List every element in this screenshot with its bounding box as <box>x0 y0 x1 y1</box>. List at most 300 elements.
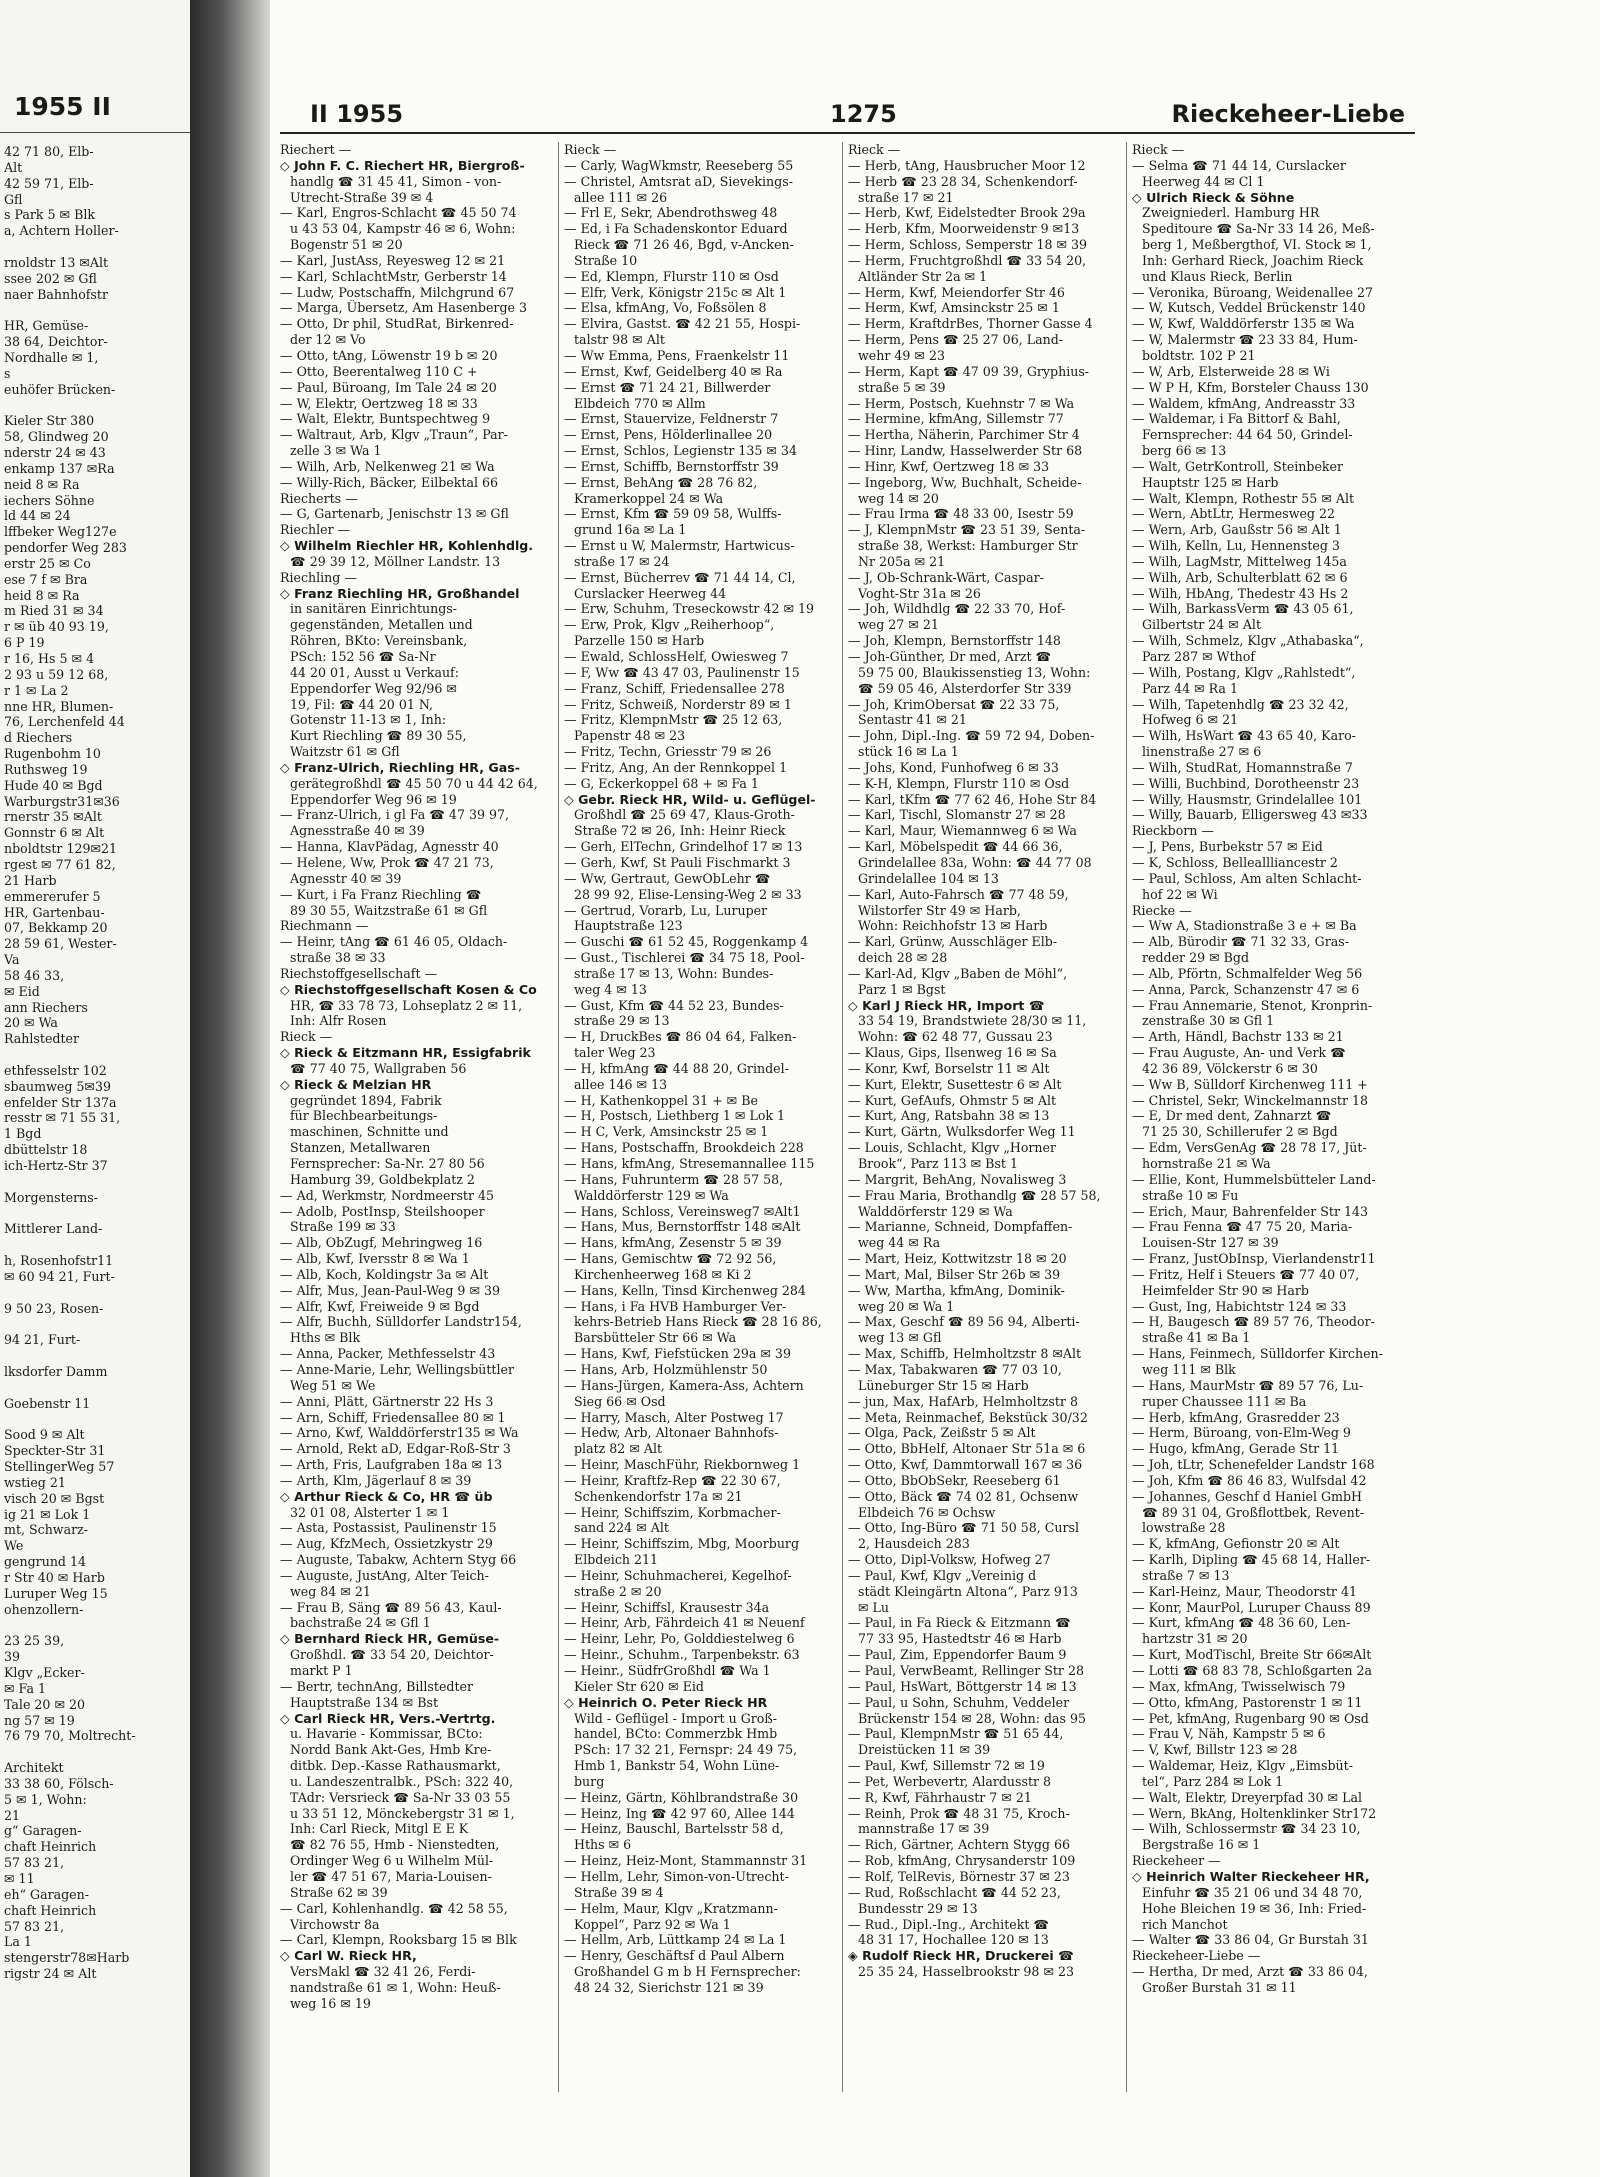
left-page-line <box>4 1047 186 1063</box>
directory-entry-line: — Otto, Ing-Büro ☎ 71 50 58, Cursl <box>848 1520 1080 1536</box>
directory-entry-line: 33 54 19, Brandstwiete 28/30 ✉ 11, <box>858 1013 1087 1029</box>
directory-entry-line: — Hans, kfmAng, Stresemannallee 115 <box>564 1156 815 1171</box>
left-page-line: Tale 20 ✉ 20 <box>4 1696 86 1712</box>
left-page-line: 5 ✉ 1, Wohn: <box>4 1791 87 1807</box>
directory-entry-line: markt P 1 <box>290 1663 353 1678</box>
directory-entry-line: — Franz-Ulrich, i gl Fa ☎ 47 39 97, <box>280 807 510 823</box>
directory-entry-line: ◇ Karl J Rieck HR, Import ☎ <box>848 997 1045 1013</box>
directory-entry-line: Hofweg 6 ✉ 21 <box>1142 712 1239 728</box>
directory-entry-line: linenstraße 27 ✉ 6 <box>1142 744 1262 760</box>
directory-entry-line: Hauptstraße 134 ✉ Bst <box>290 1694 439 1710</box>
directory-entry-line: straße 17 ✉ 13, Wohn: Bundes- <box>574 965 774 981</box>
directory-entry-line: — Wilh, Tapetenhdlg ☎ 23 32 42, <box>1132 696 1349 712</box>
left-page-line: lffbeker Weg127e <box>4 524 117 540</box>
directory-entry-line: — Anna, Packer, Methfesselstr 43 <box>280 1346 496 1362</box>
directory-entry-line: — Fritz, Techn, Griesstr 79 ✉ 26 <box>564 744 772 760</box>
directory-entry-line: — Veronika, Büroang, Weidenallee 27 <box>1132 284 1374 300</box>
directory-entry-line: — W P H, Kfm, Borsteler Chauss 130 <box>1132 379 1369 395</box>
left-page-line: 6 P 19 <box>4 635 45 651</box>
directory-entry-line: berg 66 ✉ 13 <box>1142 443 1227 459</box>
directory-entry-line: handlg ☎ 31 45 41, Simon - von- <box>290 173 502 189</box>
directory-entry-line: Agnesstr 40 ✉ 39 <box>290 870 402 886</box>
directory-entry-line: 48 24 32, Sierichstr 121 ✉ 39 <box>574 1979 764 1995</box>
directory-entry-line: zenstraße 30 ✉ Gfl 1 <box>1142 1013 1275 1029</box>
directory-entry-line: — Heinr., Schuhm., Tarpenbekstr. 63 <box>564 1647 800 1663</box>
directory-entry-line: — Rob, kfmAng, Chrysanderstr 109 <box>848 1853 1076 1869</box>
directory-entry-line: — Walt, Elektr, Dreyerpfad 30 ✉ Lal <box>1132 1789 1362 1805</box>
directory-entry-line: — Asta, Postassist, Paulinenstr 15 <box>280 1520 497 1536</box>
directory-entry-line: platz 82 ✉ Alt <box>574 1441 663 1457</box>
left-page-line: Morgensterns- <box>4 1189 98 1205</box>
directory-entry-line: Papenstr 48 ✉ 23 <box>574 728 686 744</box>
directory-entry-line: straße 17 ✉ 24 <box>574 553 670 569</box>
directory-entry-line: straße 17 ✉ 21 <box>858 189 954 205</box>
column-2 <box>564 142 836 2092</box>
directory-entry-line: Stanzen, Metallwaren <box>290 1140 431 1156</box>
directory-entry-line: — Ellie, Kont, Hummelsbütteler Land- <box>1132 1171 1376 1187</box>
column-4 <box>1132 142 1404 2092</box>
left-page-line: chaft Heinrich <box>4 1839 97 1855</box>
directory-entry-line: — Frau Irma ☎ 48 33 00, Isestr 59 <box>848 506 1074 522</box>
directory-entry-line: — Hans, i Fa HVB Hamburger Ver- <box>564 1298 787 1314</box>
directory-entry-line: — Paul, Zim, Eppendorfer Baum 9 <box>848 1647 1067 1663</box>
left-page-line: 2 93 u 59 12 68, <box>4 666 109 682</box>
directory-entry-line: Elbdeich 770 ✉ Allm <box>574 395 706 411</box>
directory-entry-line: — Konr, MaurPol, Luruper Chauss 89 <box>1132 1599 1371 1615</box>
directory-entry-line: — Paul, KlempnMstr ☎ 51 65 44, <box>848 1726 1064 1742</box>
directory-entry-line: — Karl, Möbelspedit ☎ 44 66 36, <box>848 839 1063 855</box>
directory-entry-line: Wohn: ☎ 62 48 77, Gussau 23 <box>858 1029 1053 1045</box>
directory-entry-line: ◈ Rudolf Rieck HR, Druckerei ☎ <box>848 1948 1074 1964</box>
directory-entry-line: — Joh, Klempn, Bernstorffstr 148 <box>848 633 1061 649</box>
left-page-line: ssee 202 ✉ Gfl <box>4 270 97 286</box>
directory-entry-line: — Wilh, Schlossermstr ☎ 34 23 10, <box>1132 1821 1361 1837</box>
directory-entry-line: — K, kfmAng, Gefionstr 20 ✉ Alt <box>1132 1536 1340 1552</box>
left-page-line: gengrund 14 <box>4 1554 87 1570</box>
directory-entry-line: — Ernst, Pens, Hölderlinallee 20 <box>564 427 773 443</box>
directory-entry-line: Inh: Carl Rieck, Mitgl E E K <box>290 1821 469 1837</box>
directory-entry-line: — Carly, WagWkmstr, Reeseberg 55 <box>564 157 794 173</box>
directory-entry-line: — Karl, tKfm ☎ 77 62 46, Hohe Str 84 <box>848 791 1097 807</box>
header-volume: II 1955 <box>310 100 404 128</box>
directory-entry-line: nandstraße 61 ✉ 1, Wohn: Heuß- <box>290 1979 501 1995</box>
directory-entry-line: für Blechbearbeitungs- <box>290 1108 438 1124</box>
directory-entry-line: — Herm, Kapt ☎ 47 09 39, Gryphius- <box>848 363 1090 379</box>
directory-entry-line: — Joh, tLtr, Schenefelder Landstr 168 <box>1132 1457 1375 1473</box>
left-page-line: 21 Harb <box>4 872 57 888</box>
directory-entry-line: — W, Elektr, Oertzweg 18 ✉ 33 <box>280 395 478 411</box>
left-page-line: ✉ Eid <box>4 983 40 999</box>
left-page-line: d Riechers <box>4 730 73 746</box>
left-page-line: ohenzollern- <box>4 1601 84 1617</box>
directory-entry-line: — Waldemar, Heiz, Klgv „Eimsbüt- <box>1132 1758 1353 1774</box>
directory-entry-line: — Waldemar, i Fa Bittorf & Bahl, <box>1132 411 1341 427</box>
left-page-line: nderstr 24 ✉ 43 <box>4 445 106 461</box>
directory-entry-line: — Otto, tAng, Löwenstr 19 b ✉ 20 <box>280 347 498 363</box>
directory-entry-line: Straße 62 ✉ 39 <box>290 1884 388 1900</box>
directory-entry-line: — Henry, Geschäftsf d Paul Albern <box>564 1948 785 1964</box>
directory-entry-line: — Hanna, KlavPädag, Agnesstr 40 <box>280 839 499 855</box>
directory-entry-line: ler ☎ 47 51 67, Maria-Louisen- <box>290 1868 492 1884</box>
directory-entry-line: HR, ☎ 33 78 73, Lohseplatz 2 ✉ 11, <box>290 997 523 1013</box>
left-page-line: rigstr 24 ✉ Alt <box>4 1966 97 1982</box>
directory-entry-line: — Selma ☎ 71 44 14, Curslacker <box>1132 157 1346 173</box>
directory-entry-line: — Frau Annemarie, Stenot, Kronprin- <box>1132 997 1373 1013</box>
left-page-line: 42 59 71, Elb- <box>4 175 94 191</box>
directory-entry-line: Bogenstr 51 ✉ 20 <box>290 237 403 253</box>
directory-entry-line: — Karl, JustAss, Reyesweg 12 ✉ 21 <box>280 252 506 268</box>
left-page-line: dbüttelstr 18 <box>4 1142 88 1158</box>
directory-entry-line: — Hellm, Arb, Lüttkamp 24 ✉ La 1 <box>564 1932 787 1948</box>
directory-entry-line: ◇ Wilhelm Riechler HR, Kohlenhdlg. <box>280 538 534 554</box>
directory-entry-line: — Helene, Ww, Prok ☎ 47 21 73, <box>280 854 494 870</box>
left-page-line: HR, Gemüse- <box>4 318 89 334</box>
left-page-line: Nordhalle ✉ 1, <box>4 349 99 365</box>
directory-entry-line: Rieck — <box>564 142 617 157</box>
left-page-line: 9 50 23, Rosen- <box>4 1300 104 1316</box>
directory-entry-line: — G, Gartenarb, Jenischstr 13 ✉ Gfl <box>280 506 509 522</box>
directory-entry-line: — Herm, Büroang, von-Elm-Weg 9 <box>1132 1425 1351 1441</box>
directory-entry-line: — Heinr, Arb, Fährdeich 41 ✉ Neuenf <box>564 1615 805 1631</box>
directory-entry-line: — Ww, Gertraut, GewObLehr ☎ <box>564 870 771 886</box>
directory-entry-line: rich Manchot <box>1142 1916 1228 1932</box>
directory-entry-line: — Pet, kfmAng, Rugenbarg 90 ✉ Osd <box>1132 1710 1369 1726</box>
directory-entry-line: — Hinr, Kwf, Oertzweg 18 ✉ 33 <box>848 458 1050 474</box>
left-page-line: s <box>4 365 11 381</box>
directory-entry-line: straße 29 ✉ 13 <box>574 1013 670 1029</box>
directory-entry-line: Rieckeheer-Liebe — <box>1132 1948 1261 1964</box>
directory-entry-line: Elbdeich 211 <box>574 1552 659 1568</box>
directory-entry-line: u 33 51 12, Mönckebergstr 31 ✉ 1, <box>290 1805 515 1821</box>
directory-entry-line: Rieck ☎ 71 26 46, Bgd, v-Ancken- <box>574 237 794 253</box>
directory-entry-line: straße 41 ✉ Ba 1 <box>1142 1330 1251 1346</box>
directory-entry-line: — Fritz, KlempnMstr ☎ 25 12 63, <box>564 712 783 728</box>
directory-entry-line: Voght-Str 31a ✉ 26 <box>858 585 981 601</box>
directory-entry-line: tel“, Parz 284 ✉ Lok 1 <box>1142 1773 1284 1789</box>
directory-entry-line: — Frau V, Näh, Kampstr 5 ✉ 6 <box>1132 1726 1326 1742</box>
directory-entry-line: — Heinr, Schuhmacherei, Kegelhof- <box>564 1567 792 1583</box>
directory-entry-line: — Marga, Übersetz, Am Hasenberge 3 <box>280 300 527 316</box>
directory-entry-line: — Meta, Reinmachef, Bekstück 30/32 <box>848 1409 1088 1425</box>
directory-entry-line: — Kurt, Gärtn, Wulksdorfer Weg 11 <box>848 1124 1076 1140</box>
directory-entry-line: Großhdl. ☎ 33 54 20, Deichtor- <box>290 1647 494 1663</box>
directory-entry-line: Kramerkoppel 24 ✉ Wa <box>574 490 724 506</box>
directory-entry-line: ◇ Gebr. Rieck HR, Wild- u. Geflügel- <box>564 791 816 807</box>
left-page-line <box>4 1348 186 1364</box>
left-page-line: pendorfer Weg 283 <box>4 540 127 556</box>
directory-entry-line: Wilstorfer Str 49 ✉ Harb, <box>858 902 1021 918</box>
directory-entry-line: straße 38 ✉ 33 <box>290 950 386 966</box>
directory-entry-line: Straße 10 <box>574 252 638 268</box>
directory-entry-line: Waitzstr 61 ✉ Gfl <box>290 744 400 760</box>
directory-entry-line: Parz 44 ✉ Ra 1 <box>1142 680 1238 696</box>
directory-entry-line: Großhdl ☎ 25 69 47, Klaus-Groth- <box>574 807 795 823</box>
directory-entry-line: — Kurt, Ang, Ratsbahn 38 ✉ 13 <box>848 1108 1050 1124</box>
directory-entry-line: — Ingeborg, Ww, Buchhalt, Scheide- <box>848 474 1082 490</box>
directory-entry-line: — Herm, Pens ☎ 25 27 06, Land- <box>848 332 1064 348</box>
directory-entry-line: — Herb ☎ 23 28 34, Schenkendorf- <box>848 173 1078 189</box>
left-page-line: 94 21, Furt- <box>4 1332 81 1348</box>
left-page-line: visch 20 ✉ Bgst <box>4 1490 105 1506</box>
left-page-rule <box>0 132 190 133</box>
directory-entry-line: TAdr: Versrieck ☎ Sa-Nr 33 03 55 <box>290 1789 511 1805</box>
directory-entry-line: — Carl, Klempn, Rooksbarg 15 ✉ Blk <box>280 1932 517 1948</box>
directory-entry-line: Walddörferstr 129 ✉ Wa <box>858 1203 1013 1219</box>
directory-entry-line: der 12 ✉ Vo <box>290 332 366 348</box>
directory-entry-line: — Willy, Bauarb, Elligersweg 43 ✉33 <box>1132 807 1368 823</box>
directory-entry-line: — Frau Maria, Brothandlg ☎ 28 57 58, <box>848 1187 1101 1203</box>
directory-entry-line: hof 22 ✉ Wi <box>1142 886 1218 902</box>
left-page-line: nne HR, Blumen- <box>4 698 114 714</box>
directory-entry-line: Brückenstr 154 ✉ 28, Wohn: das 95 <box>858 1710 1087 1726</box>
directory-entry-line: — Fritz, Schweiß, Norderstr 89 ✉ 1 <box>564 696 792 712</box>
directory-entry-line: — Wilh, HbAng, Thedestr 43 Hs 2 <box>1132 585 1349 601</box>
left-page-line: ✉ 11 <box>4 1870 35 1886</box>
directory-entry-line: sand 224 ✉ Alt <box>574 1520 669 1536</box>
left-page-line: 58 46 33, <box>4 967 65 983</box>
directory-entry-line: kehrs-Betrieb Hans Rieck ☎ 28 16 86, <box>574 1314 822 1330</box>
page-header <box>270 100 1405 134</box>
directory-entry-line: — Heinz, Bauschl, Bartelsstr 58 d, <box>564 1821 784 1837</box>
left-page-line: 23 25 39, <box>4 1633 65 1649</box>
directory-entry-line: Speditoure ☎ Sa-Nr 33 14 26, Meß- <box>1142 221 1375 237</box>
directory-entry-line: Altländer Str 2a ✉ 1 <box>858 268 988 284</box>
directory-entry-line: allee 111 ✉ 26 <box>574 189 668 205</box>
directory-entry-line: — Guschi ☎ 61 52 45, Roggenkamp 4 <box>564 934 809 950</box>
directory-entry-line: hornstraße 21 ✉ Wa <box>1142 1156 1271 1171</box>
directory-entry-line: — Rich, Gärtner, Achtern Stygg 66 <box>848 1837 1070 1853</box>
left-page-line <box>4 1285 186 1301</box>
directory-entry-line: Agnesstraße 40 ✉ 39 <box>290 823 425 839</box>
directory-entry-line: — Ernst, BehAng ☎ 28 76 82, <box>564 474 758 490</box>
directory-entry-line: — Erw, Schuhm, Treseckowstr 42 ✉ 19 <box>564 601 815 617</box>
directory-entry-line: — Karl, SchlachtMstr, Gerberstr 14 <box>280 268 507 284</box>
directory-entry-line: — jun, Max, HafArb, Helmholtzstr 8 <box>848 1393 1078 1409</box>
directory-entry-line: 42 36 89, Völckerstr 6 ✉ 30 <box>1142 1060 1318 1076</box>
left-page-line: eh“ Garagen- <box>4 1886 89 1902</box>
directory-entry-line: — Arno, Kwf, Walddörferstr135 ✉ Wa <box>280 1425 519 1441</box>
directory-entry-line: gegenständen, Metallen und <box>290 617 473 633</box>
directory-entry-line: — Hans, MaurMstr ☎ 89 57 76, Lu- <box>1132 1377 1364 1393</box>
left-page-line <box>4 1617 186 1633</box>
directory-entry-line: — Franz, Schiff, Friedensallee 278 <box>564 680 785 696</box>
left-page-line: r 1 ✉ La 2 <box>4 682 69 698</box>
left-page-line: HR, Gartenbau- <box>4 904 105 920</box>
directory-entry-line: — Carl, Kohlenhandlg. ☎ 42 58 55, <box>280 1900 508 1916</box>
directory-entry-line: — Ernst, Stauervize, Feldnerstr 7 <box>564 411 779 427</box>
directory-entry-line: — Wern, AbtLtr, Hermesweg 22 <box>1132 506 1336 522</box>
left-page-line: r ✉ üb 40 93 19, <box>4 619 109 635</box>
directory-entry-line: — Karl-Heinz, Maur, Theodorstr 41 <box>1132 1583 1357 1599</box>
directory-entry-line: — Hertha, Dr med, Arzt ☎ 33 86 04, <box>1132 1964 1368 1980</box>
directory-entry-line: Röhren, BKto: Vereinsbank, <box>290 633 468 649</box>
left-page-line: 76 79 70, Moltrecht- <box>4 1728 136 1744</box>
directory-entry-line: 89 30 55, Waitzstraße 61 ✉ Gfl <box>290 902 488 918</box>
directory-entry-line: — Heinr, Lehr, Po, Golddiestelweg 6 <box>564 1631 795 1647</box>
left-page-line: Gonnstr 6 ✉ Alt <box>4 825 105 841</box>
directory-entry-line: — Fritz, Ang, An der Rennkoppel 1 <box>564 759 788 775</box>
directory-entry-line: talstr 98 ✉ Alt <box>574 332 665 348</box>
directory-entry-line: straße 38, Werkst: Hamburger Str <box>858 538 1078 554</box>
directory-entry-line: Sentastr 41 ✉ 21 <box>858 712 967 728</box>
directory-entry-line: — Arth, Händl, Bachstr 133 ✉ 21 <box>1132 1029 1344 1045</box>
directory-entry-line: — Johs, Kond, Funhofweg 6 ✉ 33 <box>848 759 1059 775</box>
directory-entry-line: — Frl E, Sekr, Abendrothsweg 48 <box>564 205 778 221</box>
directory-entry-line: Kirchenheerweg 168 ✉ Ki 2 <box>574 1266 752 1282</box>
directory-entry-line: — Ww, Martha, kfmAng, Dominik- <box>848 1282 1065 1298</box>
left-page-line: a, Achtern Holler- <box>4 223 119 239</box>
directory-entry-line: — Frau Fenna ☎ 47 75 20, Maria- <box>1132 1219 1353 1235</box>
directory-entry-line: — Paul, Kwf, Sillemstr 72 ✉ 19 <box>848 1758 1045 1774</box>
left-page-line: La 1 <box>4 1934 32 1950</box>
left-page-line: 39 <box>4 1649 21 1665</box>
directory-entry-line: — Alb, Pförtn, Schmalfelder Weg 56 <box>1132 965 1363 981</box>
directory-entry-line: 71 25 30, Schillerufer 2 ✉ Bgd <box>1142 1124 1338 1140</box>
directory-entry-line: — Herm, Fruchtgroßhdl ☎ 33 54 20, <box>848 252 1087 268</box>
directory-entry-line: Riechling — <box>280 569 357 585</box>
directory-entry-line: — Elvira, Gastst. ☎ 42 21 55, Hospi- <box>564 316 801 332</box>
directory-entry-line: Kurt Riechling ☎ 89 30 55, <box>290 728 467 744</box>
directory-entry-line: — Auguste, JustAng, Alter Teich- <box>280 1567 489 1583</box>
left-page-line: Va <box>4 952 20 968</box>
directory-entry-line: VersMakl ☎ 32 41 26, Ferdi- <box>290 1964 476 1980</box>
directory-entry-line: — Heinz, Ing ☎ 42 97 60, Allee 144 <box>564 1805 795 1821</box>
directory-entry-line: — W, Arb, Elsterweide 28 ✉ Wi <box>1132 363 1330 379</box>
directory-entry-line: ☎ 29 39 12, Möllner Landstr. 13 <box>290 553 501 569</box>
directory-entry-line: Einfuhr ☎ 35 21 06 und 34 48 70, <box>1142 1884 1363 1900</box>
directory-entry-line: — Ad, Werkmstr, Nordmeerstr 45 <box>280 1187 495 1203</box>
directory-entry-line: — Walter ☎ 33 86 04, Gr Burstah 31 <box>1132 1932 1369 1948</box>
left-page-line: Rugenbohm 10 <box>4 746 101 762</box>
left-page-line: 33 38 60, Fölsch- <box>4 1775 114 1791</box>
directory-entry-line: — Walt, GetrKontroll, Steinbeker <box>1132 458 1344 474</box>
directory-entry-line: Hauptstr 125 ✉ Harb <box>1142 474 1279 490</box>
directory-entry-line: — Ernst, Schlos, Legienstr 135 ✉ 34 <box>564 443 797 459</box>
left-page-line <box>4 1412 186 1428</box>
directory-entry-line: — Rud, Roßschlacht ☎ 44 52 23, <box>848 1884 1061 1900</box>
directory-entry-line: — Anna, Parck, Schanzenstr 47 ✉ 6 <box>1132 981 1360 997</box>
directory-entry-line: — Kurt, kfmAng ☎ 48 36 60, Len- <box>1132 1615 1351 1631</box>
directory-entry-line: — Karl-Ad, Klgv „Baben de Möhl“, <box>848 965 1068 981</box>
directory-entry-line: — Willy, Hausmstr, Grindelallee 101 <box>1132 791 1363 807</box>
directory-entry-line: ◇ Riechstoffgesellschaft Kosen & Co <box>280 981 537 997</box>
directory-entry-line: PSch: 17 32 21, Fernspr: 24 49 75, <box>574 1742 798 1758</box>
directory-entry-line: ◇ Franz-Ulrich, Riechling HR, Gas- <box>280 759 520 775</box>
directory-entry-line: — Herm, Kwf, Amsinckstr 25 ✉ 1 <box>848 300 1060 316</box>
directory-entry-line: Fernsprecher: 44 64 50, Grindel- <box>1142 427 1353 443</box>
directory-entry-line: — Waldem, kfmAng, Andreasstr 33 <box>1132 395 1356 411</box>
directory-entry-line: — Heinr, Kraftfz-Rep ☎ 22 30 67, <box>564 1472 781 1488</box>
directory-entry-line: Rieckborn — <box>1132 823 1215 839</box>
directory-entry-line: — Kurt, Elektr, Susettestr 6 ✉ Alt <box>848 1076 1062 1092</box>
directory-entry-line: — Paul, Schloss, Am alten Schlacht- <box>1132 870 1362 886</box>
directory-entry-line: deich 28 ✉ 28 <box>858 950 948 966</box>
directory-entry-line: zelle 3 ✉ Wa 1 <box>290 443 382 459</box>
directory-entry-line: — Edm, VersGenAg ☎ 28 78 17, Jüt- <box>1132 1140 1367 1156</box>
directory-entry-line: — Hinr, Landw, Hasselwerder Str 68 <box>848 443 1083 459</box>
directory-entry-line: — H, Baugesch ☎ 89 57 76, Theodor- <box>1132 1314 1375 1330</box>
directory-entry-line: — Christel, Sekr, Winckelmannstr 18 <box>1132 1092 1369 1108</box>
directory-entry-line: — Hans-Jürgen, Kamera-Ass, Achtern <box>564 1377 804 1393</box>
directory-page <box>270 0 1600 2177</box>
directory-entry-line: — Gust, Kfm ☎ 44 52 23, Bundes- <box>564 997 784 1013</box>
directory-entry-line: straße 7 ✉ 13 <box>1142 1567 1230 1583</box>
directory-entry-line: — Otto, Dipl-Volksw, Hofweg 27 <box>848 1552 1051 1568</box>
left-page-line: Warburgstr31✉36 <box>4 793 120 809</box>
directory-entry-line: — W, Kutsch, Veddel Brückenstr 140 <box>1132 300 1366 316</box>
directory-entry-line: Hauptstraße 123 <box>574 918 683 934</box>
directory-entry-line: ◇ Carl Rieck HR, Vers.-Vertrtg. <box>280 1710 496 1726</box>
directory-entry-line: — Elfr, Verk, Königstr 215c ✉ Alt 1 <box>564 284 787 300</box>
left-page-line: erstr 25 ✉ Co <box>4 555 91 571</box>
directory-entry-line: — Gust., Tischlerei ☎ 34 75 18, Pool- <box>564 950 805 966</box>
directory-entry-line: Riechler — <box>280 522 351 538</box>
directory-entry-line: Heerweg 44 ✉ Cl 1 <box>1142 173 1265 189</box>
left-page-line <box>4 1174 186 1190</box>
directory-entry-line: Riechmann — <box>280 918 369 934</box>
page-number: 1275 <box>830 100 897 128</box>
directory-entry-line: — Paul, HsWart, Böttgerstr 14 ✉ 13 <box>848 1678 1077 1694</box>
directory-entry-line: — Rolf, TelRevis, Börnestr 37 ✉ 23 <box>848 1868 1070 1884</box>
directory-entry-line: ☎ 89 31 04, Großflottbek, Revent- <box>1142 1504 1365 1520</box>
directory-entry-line: burg <box>574 1773 605 1789</box>
directory-entry-line: — Hans, Fuhrunterm ☎ 28 57 58, <box>564 1171 784 1187</box>
directory-entry-line: — Gust, Ing, Habichtstr 124 ✉ 33 <box>1132 1298 1347 1314</box>
left-page-line <box>4 1316 186 1332</box>
left-page-line: Klgv „Ecker- <box>4 1665 85 1680</box>
directory-entry-line: weg 84 ✉ 21 <box>290 1583 371 1599</box>
directory-entry-line: — Anni, Plätt, Gärtnerstr 22 Hs 3 <box>280 1393 494 1409</box>
left-page-line: Ruthsweg 19 <box>4 761 88 777</box>
directory-entry-line: — Heinr, Schiffsl, Krausestr 34a <box>564 1599 770 1615</box>
directory-entry-line: — Ludw, Postschaffn, Milchgrund 67 <box>280 284 515 300</box>
left-page-line: euhöfer Brücken- <box>4 381 116 397</box>
directory-entry-line: Großer Burstah 31 ✉ 11 <box>1142 1979 1297 1995</box>
column-3 <box>848 142 1120 2092</box>
column-divider <box>842 142 843 2092</box>
directory-entry-line: — Alfr, Kwf, Freiweide 9 ✉ Bgd <box>280 1298 480 1314</box>
directory-entry-line: — Wilh, LagMstr, Mittelweg 145a <box>1132 553 1347 569</box>
directory-entry-line: — Paul, VerwBeamt, Rellinger Str 28 <box>848 1663 1084 1678</box>
directory-entry-line: PSch: 152 56 ☎ Sa-Nr <box>290 649 436 664</box>
left-page-line: Hude 40 ✉ Bgd <box>4 777 103 793</box>
directory-entry-line: — Heinr., SüdfrGroßhdl ☎ Wa 1 <box>564 1663 771 1678</box>
directory-entry-line: Heimfelder Str 90 ✉ Harb <box>1142 1282 1309 1298</box>
left-page-line: ✉ 60 94 21, Furt- <box>4 1268 115 1284</box>
column-divider <box>558 142 559 2092</box>
directory-entry-line: — Ww A, Stadionstraße 3 e + ✉ Ba <box>1132 918 1357 934</box>
left-page-line: Luruper Weg 15 <box>4 1585 108 1601</box>
directory-entry-line: — Ernst u W, Malermstr, Hartwicus- <box>564 538 795 554</box>
directory-entry-line: u. Havarie - Kommissar, BCto: <box>290 1726 483 1742</box>
directory-entry-line: redder 29 ✉ Bgd <box>1142 950 1250 966</box>
directory-entry-line: mannstraße 17 ✉ 39 <box>858 1821 990 1837</box>
left-page-line: 28 59 61, Wester- <box>4 936 117 952</box>
directory-entry-line: — Otto, Kwf, Dammtorwall 167 ✉ 36 <box>848 1457 1083 1473</box>
directory-entry-line: — Ww Emma, Pens, Fraenkelstr 11 <box>564 347 790 363</box>
left-page-line <box>4 1206 186 1222</box>
directory-entry-line: bachstraße 24 ✉ Gfl 1 <box>290 1615 431 1631</box>
left-page-line: 07, Bekkamp 20 <box>4 920 108 936</box>
directory-entry-line: Elbdeich 76 ✉ Ochsw <box>858 1504 996 1520</box>
directory-entry-line: Gilbertstr 24 ✉ Alt <box>1142 617 1262 633</box>
left-page-line: 21 <box>4 1807 21 1823</box>
header-range: Rieckeheer-Liebe <box>1171 100 1405 128</box>
left-page-line: stengerstr78✉Harb <box>4 1950 130 1966</box>
directory-entry-line: boldtstr. 102 P 21 <box>1142 347 1256 363</box>
directory-entry-line: Weg 51 ✉ We <box>290 1377 376 1393</box>
left-page-line: heid 8 ✉ Ra <box>4 587 80 603</box>
